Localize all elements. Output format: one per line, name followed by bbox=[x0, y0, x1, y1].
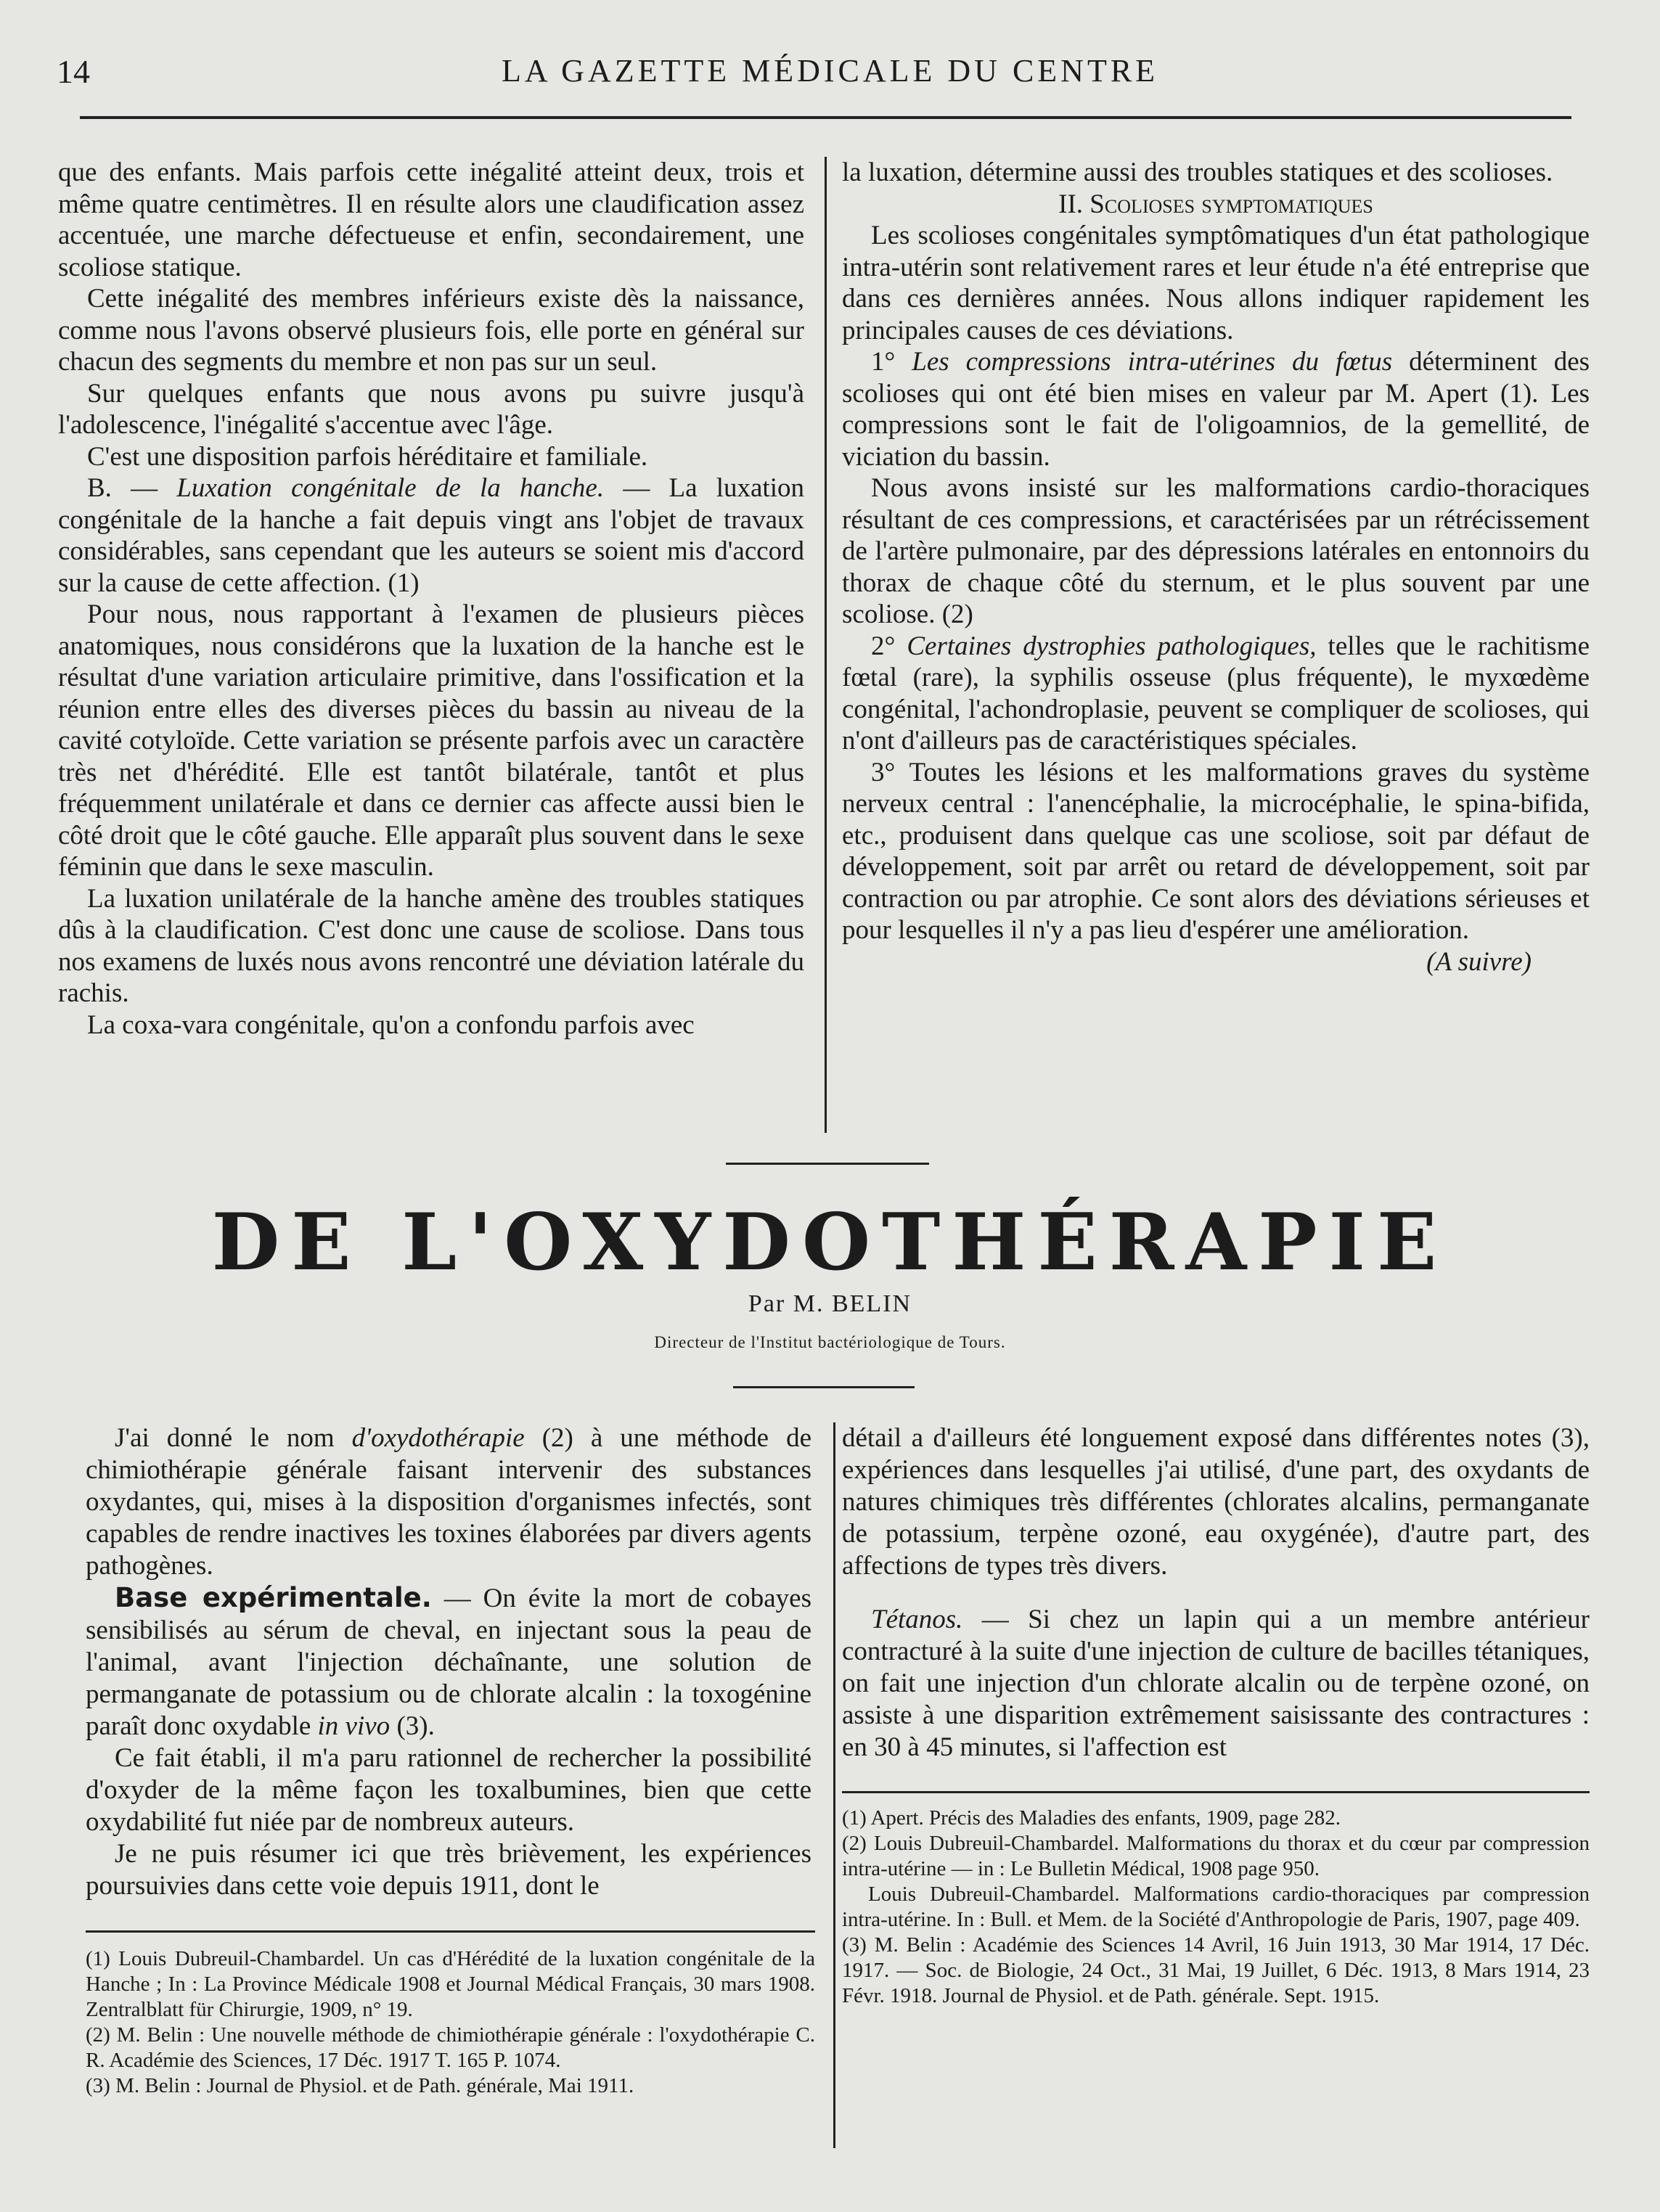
header-rule bbox=[80, 116, 1495, 119]
paragraph: Ce fait établi, il m'a paru rationnel de rechercher la possibilité d'oxyder de la même façon les toxalbumines, bien que cette oxydabilité fut niée par de nombreux auteurs. bbox=[86, 1743, 811, 1837]
item-text: déterminent des scolioses qui ont été bien mises en valeur par M. Apert (1). Les compressions sont le fait de l'oligoamnios, de la gemellité, de viciation du bassin. bbox=[842, 347, 1590, 472]
top-right-column bbox=[842, 157, 1590, 978]
footnote: (3) M. Belin : Académie des Sciences 14 Avril, 16 Juin 1913, 30 Mar 1914, 17 Déc. 1917. — Soc. de Biologie, 24 Oct., 31 Mai, 19 Juillet, 6 Déc. 1913, 8 Mars 1914, 23 Févr. 1918. Journal de Physiol. et de Path. générale. Sept. 1915. bbox=[842, 1933, 1590, 2007]
section-b-title: Luxation congénitale de la hanche. bbox=[176, 473, 605, 503]
base-heading: Base expérimentale. bbox=[115, 1582, 432, 1613]
text: — On évite la mort de cobayes sensibilisés au sérum de cheval, en injectant sous la peau de l'animal, avant l'injection déchaînante, une solution de permanganate de potassium ou de chlorate alcalin : la toxogénine paraît donc oxydable bbox=[86, 1584, 811, 1741]
list-item bbox=[842, 346, 1590, 472]
base-paragraph bbox=[86, 1582, 811, 1742]
tetanos-label: Tétanos. bbox=[871, 1605, 963, 1634]
item-title: Les compressions intra-utérines du fœtus bbox=[912, 347, 1393, 377]
paragraph: La coxa-vara congénitale, qu'on a confondu parfois avec bbox=[87, 1009, 695, 1040]
footnote-rule-left bbox=[86, 1930, 815, 1933]
to-be-continued-text: (A suivre) bbox=[1426, 946, 1532, 977]
item-title: Certaines dystrophies pathologiques, bbox=[907, 631, 1317, 661]
paragraph: Les scolioses congénitales symptômatiques d'un état pathologique intra-utérin sont relativement rares et leur étude n'a été entreprise que dans ces dernières années. Nous allons indiquer rapidement les principales causes de ces déviations. bbox=[842, 221, 1590, 345]
title-rule-top bbox=[726, 1163, 929, 1165]
bottom-right-column bbox=[842, 1422, 1590, 1764]
article-author: Par M. BELIN bbox=[748, 1290, 912, 1317]
list-item bbox=[842, 631, 1590, 757]
tetanos-paragraph bbox=[842, 1604, 1590, 1764]
section-b-paragraph bbox=[58, 472, 804, 599]
footnotes-right bbox=[842, 1806, 1590, 2009]
running-title: LA GAZETTE MÉDICALE DU CENTRE bbox=[501, 53, 1159, 89]
bottom-left-column bbox=[86, 1422, 811, 1902]
column-divider-bottom bbox=[833, 1422, 835, 2148]
paragraph: C'est une disposition parfois héréditaire et familiale. bbox=[87, 441, 648, 472]
paragraph: Je ne puis résumer ici que très brièvement, les expériences poursuivies dans cette voie depuis 1911, dont le bbox=[86, 1839, 811, 1901]
section-heading: II. Scolioses symptomatiques bbox=[1058, 189, 1373, 219]
top-left-column bbox=[58, 157, 804, 1041]
term: d'oxydothérapie bbox=[351, 1423, 525, 1453]
item-text: telles que le rachitisme fœtal (rare), la syphilis osseuse (plus fréquente), le myxœdème congénital, l'achondroplasie, peuvent se compliquer de scolioses, qui n'ont d'ailleurs pas de caractéristiques spéciales. bbox=[842, 631, 1590, 755]
section-b-text: — La luxation congénitale de la hanche a fait depuis vingt ans l'objet de travaux considérables, sans cependant que les auteurs se soient mis d'accord sur la cause de cette affection. (1) bbox=[58, 473, 804, 598]
column-divider-top bbox=[825, 157, 827, 1133]
footnote: (1) Louis Dubreuil-Chambardel. Un cas d'Hérédité de la luxation congénitale de la Hanche ; In : La Province Médicale 1908 et Journal Médical Français, 30 mars 1908. Zentralblatt für Chirurgie, 1909, n° 19. bbox=[86, 1947, 815, 2021]
article-affiliation: Directeur de l'Institut bactériologique de Tours. bbox=[654, 1333, 1006, 1351]
page-number: 14 bbox=[57, 53, 90, 90]
title-rule-bottom bbox=[733, 1386, 915, 1388]
text: J'ai donné le nom bbox=[115, 1423, 335, 1453]
footnote: (2) M. Belin : Une nouvelle méthode de chimiothérapie générale : l'oxydothérapie C. R. Académie des Sciences, 17 Déc. 1917 T. 165 P. 1074. bbox=[86, 2023, 815, 2072]
paragraph: détail a d'ailleurs été longuement exposé dans différentes notes (3), expériences dans lesquelles j'ai utilisé, d'une part, des oxydants de natures chimiques très différentes (chlorates alcalins, permanganate de potassium, terpène ozoné, eau oxygénée), d'autre part, des affections de types très divers. bbox=[842, 1423, 1590, 1581]
paragraph: que des enfants. Mais parfois cette inégalité atteint deux, trois et même quatre centimètres. Il en résulte alors une claudification assez accentuée, une marche défectueuse et enfin, secondairement, une scoliose statique. bbox=[58, 157, 804, 282]
footnote-rule-right bbox=[842, 1791, 1590, 1793]
term: in vivo bbox=[317, 1711, 391, 1741]
paragraph: la luxation, détermine aussi des troubles statiques et des scolioses. bbox=[842, 157, 1553, 187]
paragraph: Cette inégalité des membres inférieurs existe dès la naissance, comme nous l'avons observé plusieurs fois, elle porte en général sur chacun des segments du membre et non pas sur un seul. bbox=[58, 284, 804, 377]
footnote: (2) Louis Dubreuil-Chambardel. Malformations du thorax et du cœur par compression intra-utérine — in : Le Bulletin Médical, 1908 page 950. bbox=[842, 1832, 1590, 1880]
paragraph: Nous avons insisté sur les malformations cardio-thoraciques résultant de ces compressions, et caractérisées par un rétrécissement de l'artère pulmonaire, par des dépressions latérales en entonnoirs du thorax de chaque côté du sternum, et le plus souvent par une scoliose. (2) bbox=[842, 473, 1590, 629]
footnotes-left bbox=[86, 1946, 815, 2099]
text: — Si chez un lapin qui a un membre antérieur contracturé à la suite d'une injection de culture de bacilles tétaniques, on fait une injection d'un chlorate alcalin ou de terpène ozoné, on assiste à une disparition extrêmement saisissante des contractures : en 30 à 45 minutes, si l'affection est bbox=[842, 1605, 1590, 1762]
footnote: (1) Apert. Précis des Maladies des enfants, 1909, page 282. bbox=[842, 1806, 1341, 1830]
text: (3). bbox=[396, 1711, 435, 1741]
list-item: 3° Toutes les lésions et les malformations graves du système nerveux central : l'anencéphalie, la microcéphalie, le spina-bifida, etc., produisent dans quelque cas une scoliose, soit par défaut de développement, soit par arrêt ou retard de développement, soit par contraction ou par atrophie. Ce sont alors des déviations sérieuses et pour lesquelles il n'y a pas lieu d'espérer une amélioration. bbox=[842, 757, 1590, 945]
paragraph: Pour nous, nous rapportant à l'examen de plusieurs pièces anatomiques, nous considérons que la luxation de la hanche est le résultat d'une variation articulaire primitive, dans l'ossification et la réunion entre elles des diverses pièces du bassin au niveau de la cavité cotyloïde. Cette variation se présente parfois avec un caractère très net d'hérédité. Elle est tantôt bilatérale, tantôt et plus fréquemment unilatérale et dans ce dernier cas affecte aussi bien le côté droit que le côté gauche. Elle apparaît plus souvent dans le sexe féminin que dans le sexe masculin. bbox=[58, 599, 804, 882]
text: (2) à une méthode de chimiothérapie générale faisant intervenir des substances oxydantes, qui, mises à la disposition d'organismes infectés, sont capables de rendre inactives les toxines élaborées par divers agents pathogènes. bbox=[86, 1423, 812, 1581]
footnote: (3) M. Belin : Journal de Physiol. et de Path. générale, Mai 1911. bbox=[86, 2074, 634, 2097]
to-be-continued bbox=[842, 946, 1590, 978]
article-title: DE L'OXYDOTHÉRAPIE bbox=[211, 1197, 1449, 1288]
item-number: 1° bbox=[871, 347, 896, 377]
header-rule-end bbox=[1484, 116, 1571, 119]
intro-paragraph bbox=[86, 1422, 811, 1582]
footnote: Louis Dubreuil-Chambardel. Malformations cardio-thoraciques par compression intra-utérine. In : Bull. et Mem. de la Société d'Anthropologie de Paris, 1907, page 409. bbox=[842, 1883, 1590, 1931]
paragraph: Sur quelques enfants que nous avons pu suivre jusqu'à l'adolescence, l'inégalité s'accentue avec l'âge. bbox=[58, 378, 804, 440]
paragraph: La luxation unilatérale de la hanche amène des troubles statiques dûs à la claudification. C'est donc une cause de scoliose. Dans tous nos examens de luxés nous avons rencontré une déviation latérale du rachis. bbox=[58, 883, 804, 1008]
section-b-label: B. — bbox=[87, 473, 158, 503]
item-number: 2° bbox=[871, 631, 896, 661]
